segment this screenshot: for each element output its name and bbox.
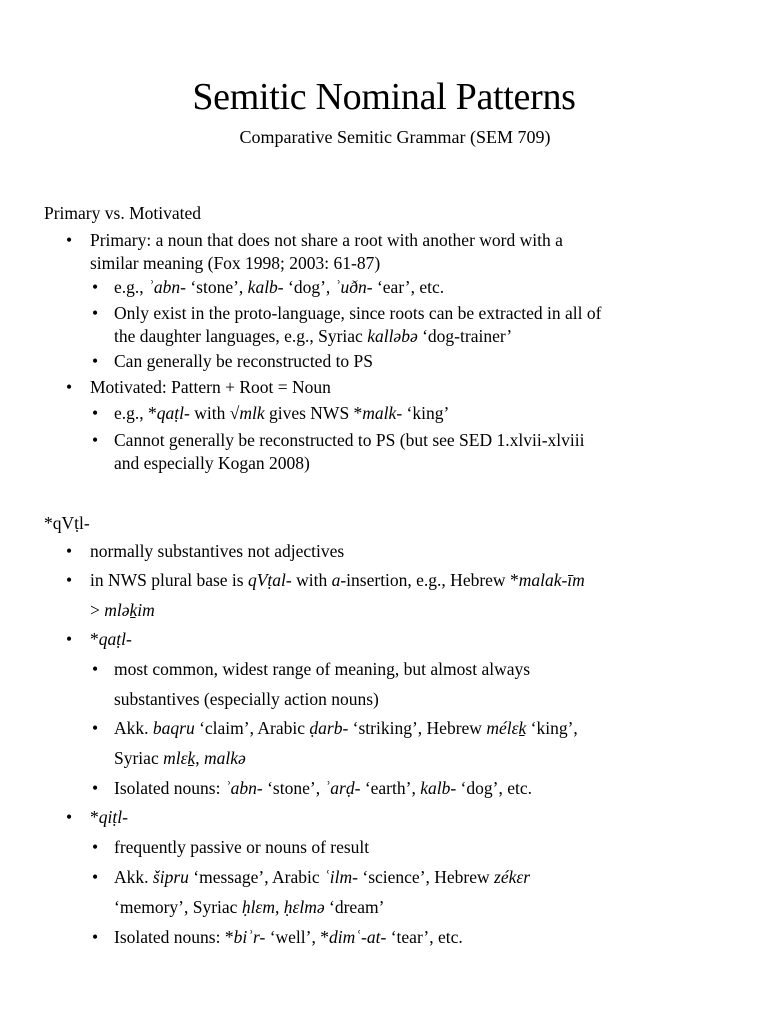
bullet-icon: • <box>92 867 99 887</box>
primary-can-reconstruct: Can generally be reconstructed to PS <box>114 351 374 371</box>
bullet-icon: • <box>92 303 99 323</box>
qatl-examples-line1: Akk. baqru ‘claim’, Arabic ḍarb- ‘striking’, Hebrew mélεḵ ‘king’, <box>114 718 578 738</box>
motivated-example: e.g., *qaṭl- with √mlk gives NWS *malk- ‘king’ <box>114 403 450 423</box>
qitl-examples-line1: Akk. šipru ‘message’, Arabic ʿilm- ‘science’, Hebrew zékεr <box>114 867 531 887</box>
bullet-icon: • <box>66 230 73 250</box>
primary-only-exist-line1: Only exist in the proto-language, since roots can be extracted in all of <box>114 303 602 323</box>
page-title: Semitic Nominal Patterns <box>192 76 576 118</box>
page-subtitle: Comparative Semitic Grammar (SEM 709) <box>239 127 551 147</box>
qvtl-plural-line2: > mləḵim <box>90 600 155 620</box>
bullet-icon: • <box>66 377 73 397</box>
qatl-meaning-line2: substantives (especially action nouns) <box>114 689 379 709</box>
qatl-examples-line2: Syriac mlεḵ, malkə <box>114 748 246 768</box>
qvtl-plural-line1: in NWS plural base is qVṭal- with a-insertion, e.g., Hebrew *malak-īm <box>90 570 585 590</box>
qatl-meaning-line1: most common, widest range of meaning, but almost always <box>114 659 531 679</box>
bullet-icon: • <box>66 807 73 827</box>
bullet-icon: • <box>92 659 99 679</box>
primary-examples: e.g., ʾabn- ‘stone’, kalb- ‘dog’, ʾuðn- ‘ear’, etc. <box>114 277 445 297</box>
bullet-icon: • <box>66 629 73 649</box>
motivated-cannot-line1: Cannot generally be reconstructed to PS (but see SED 1.xlvii-xlviii <box>114 430 585 450</box>
primary-definition-line1: Primary: a noun that does not share a root with another word with a <box>90 230 563 250</box>
qitl-isolated-nouns: Isolated nouns: *biʾr- ‘well’, *dimʿ-at- ‘tear’, etc. <box>114 927 463 947</box>
qitl-heading: *qiṭl- <box>90 807 128 827</box>
bullet-icon: • <box>92 351 99 371</box>
bullet-icon: • <box>92 403 99 423</box>
section-heading-qvtl: *qVṭl- <box>44 513 90 533</box>
bullet-icon: • <box>92 430 99 450</box>
qitl-examples-line2: ‘memory’, Syriac ḥlεm, ḥεlmə ‘dream’ <box>114 897 385 917</box>
motivated-definition: Motivated: Pattern + Root = Noun <box>90 377 331 397</box>
bullet-icon: • <box>66 570 73 590</box>
qvtl-substantives: normally substantives not adjectives <box>90 541 345 561</box>
qatl-isolated-nouns: Isolated nouns: ʾabn- ‘stone’, ʾarḍ- ‘earth’, kalb- ‘dog’, etc. <box>114 778 532 798</box>
bullet-icon: • <box>92 718 99 738</box>
bullet-icon: • <box>66 541 73 561</box>
primary-definition-line2: similar meaning (Fox 1998; 2003: 61-87) <box>90 253 381 273</box>
qatl-heading: *qaṭl- <box>90 629 132 649</box>
section-heading-primary-motivated: Primary vs. Motivated <box>44 203 201 223</box>
primary-only-exist-line2: the daughter languages, e.g., Syriac kalləbə ‘dog-trainer’ <box>114 326 513 346</box>
bullet-icon: • <box>92 927 99 947</box>
motivated-cannot-line2: and especially Kogan 2008) <box>114 453 310 473</box>
bullet-icon: • <box>92 277 99 297</box>
bullet-icon: • <box>92 837 99 857</box>
qitl-meaning: frequently passive or nouns of result <box>114 837 370 857</box>
bullet-icon: • <box>92 778 99 798</box>
